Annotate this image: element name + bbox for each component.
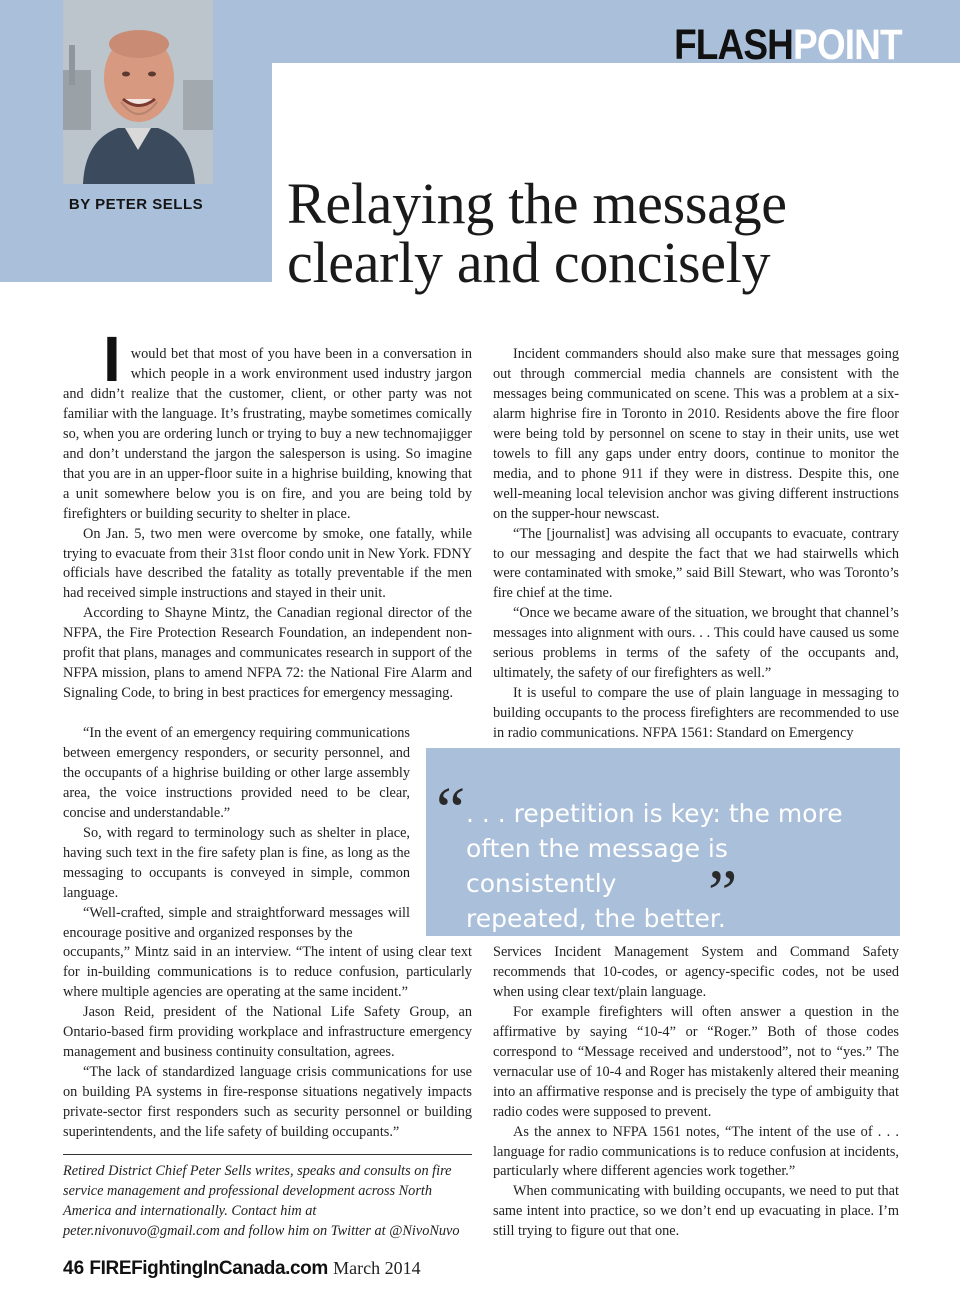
body-paragraph: On Jan. 5, two men were overcome by smoke, one fatally, while trying to evacuate from their 31st floor condo unit in New York. FDNY officials have described the fatality as totally preventable if the men had received simple instructions and stayed in their unit. bbox=[63, 525, 472, 602]
body-paragraph: Services Incident Management System and Command Safety recommends that 10-codes, or agency-specific codes, not be used when using clear text/plain language. bbox=[493, 944, 899, 1000]
body-paragraph: “The [journalist] was advising all occupants to evacuate, contrary to our messaging and despite the fact that we had stairwells which were contaminated with smoke,” said Bill Stewart, who was Toronto’s fire chief at the time. bbox=[493, 525, 899, 602]
body-paragraph: According to Shayne Mintz, the Canadian regional director of the NFPA, the Fire Protection Research Foundation, an independent non-profit that plans, manages and communicates research in support of the NFPA mission, plans to amend NFPA 72: the National Fire Alarm and Signaling Code, to bring in best practices for emergency messaging. bbox=[63, 605, 472, 702]
body-paragraph: Jason Reid, president of the National Life Safety Group, an Ontario-based firm providing workplace and infrastructure emergency management and business continuity consultation, agrees. bbox=[63, 1003, 472, 1060]
page-number: 46 bbox=[63, 1258, 85, 1279]
headline-line-2: clearly and concisely bbox=[287, 230, 771, 295]
body-paragraph: Incident commanders should also make sure that messages going out through commercial media channels are consistent with the messages being communicated on scene. This was a problem at a six-alarm highrise fire in Toronto in 2010. Residents above the fire floor were being told by personnel on scene to stay in their units, use wet towels to fill any gaps under entry doors, continue to monitor the media, and to phone 911 if they were in distress. Despite this, one well-meaning local television anchor was giving different instructions on the supper-hour newscast. bbox=[493, 346, 899, 522]
body-paragraph: Iwould bet that most of you have been in a conversation in which people in a work environment used industry jargon and didn’t realize that the customer, client, or other party was not familiar with the language. It’s frustrating, maybe sometimes comically so, when you are ordering lunch or trying to buy a new technomajigger and don’t understand the jargon the salesperson is using. So imagine that you are in an upper-floor suite in a highrise building, knowing that a unit somewhere below you is on fire, and you are being told by firefighters or building security to shelter in place. bbox=[63, 323, 472, 522]
section-label-point: POINT bbox=[793, 21, 902, 69]
headline-line-1: Relaying the message bbox=[287, 171, 787, 236]
drop-cap: I bbox=[103, 323, 121, 395]
body-paragraph: “The lack of standardized language crisis communications for use on building PA systems in fire-response situations negatively impacts private-sector first responders such as security personnel or building superintendents, and the life safety of building occupants.” bbox=[63, 1063, 472, 1140]
author-bio: Retired District Chief Peter Sells writes, speaks and consults on fire service management and professional development across North America and internationally. Contact him at peter.nivonuvo@gmail.com and follow him on Twitter at @NivoNuvo bbox=[63, 1163, 460, 1239]
issue-date: March 2014 bbox=[333, 1258, 421, 1278]
body-paragraph: occupants,” Mintz said in an interview. “The intent of using clear text for in-building communications is to reduce confusion, particularly where multiple agencies are operating at the same incident.” bbox=[63, 944, 472, 1000]
body-paragraph: “In the event of an emergency requiring communications between emergency responders, or security personnel, and the occupants of a highrise building or other large assembly area, the voice instructions provided need to be clear, concise and understandable.” bbox=[63, 725, 410, 821]
body-column-left-top bbox=[63, 323, 472, 704]
pull-quote-line: . . . repetition is key: the more bbox=[466, 799, 843, 828]
section-label bbox=[674, 20, 902, 70]
author-photo bbox=[63, 0, 213, 184]
pull-quote-line: repeated, the better. bbox=[466, 904, 726, 933]
body-paragraph: “Well-crafted, simple and straightforward messages will encourage positive and organized responses by the bbox=[63, 904, 410, 941]
body-column-left-narrow bbox=[63, 724, 410, 943]
body-column-left-bottom bbox=[63, 943, 472, 1143]
body-paragraph: For example firefighters will often answer a question in the affirmative by saying “10-4” or “Roger.” Both of those codes correspond to “Message received and understood”, not to “yes.” The vernacular use of 10-4 and Roger has mistakenly altered their meaning into an affirmative response and is precisely the type of ambiguity that radio codes were supposed to prevent. bbox=[493, 1003, 899, 1120]
body-column-right-top bbox=[493, 345, 899, 744]
body-paragraph: It is useful to compare the use of plain language in messaging to building occupants to the process firefighters are recommended to use in radio communications. NFPA 1561: Standard on Emergency bbox=[493, 685, 899, 742]
page-footer bbox=[63, 1258, 421, 1280]
close-quote-mark: ” bbox=[708, 857, 738, 930]
headline bbox=[287, 171, 787, 295]
body-column-right-bottom bbox=[493, 943, 899, 1242]
body-paragraph: As the annex to NFPA 1561 notes, “The intent of the use of . . . language for radio communications is to reduce confusion at incidents, particularly where different agencies work together.” bbox=[493, 1123, 899, 1180]
pull-quote-text bbox=[466, 796, 876, 936]
byline: BY PETER SELLS bbox=[68, 196, 204, 213]
body-paragraph: “Once we became aware of the situation, we brought that channel’s messages into alignment with ours. . . This could have caused us some serious problems in terms of the safety of the occupants and, ultimately, the safety of our firefighters as well.” bbox=[493, 605, 899, 682]
section-label-flash: FLASH bbox=[674, 21, 794, 69]
pull-quote-line: often the message is consistently bbox=[466, 834, 728, 898]
author-panel bbox=[0, 0, 272, 282]
body-paragraph: When communicating with building occupants, we need to put that same intent into practice, so we don’t end up evacuating in place. I’m still trying to figure out that one. bbox=[493, 1183, 899, 1240]
bio-divider bbox=[63, 1154, 472, 1155]
open-quote-mark: “ bbox=[436, 774, 466, 847]
pull-quote bbox=[426, 748, 900, 936]
magazine-website: FIREFightingInCanada.com bbox=[89, 1258, 328, 1279]
body-paragraph: So, with regard to terminology such as shelter in place, having such text in the fire safety plan is fine, as long as the messaging to occupants is conveyed in simple, common language. bbox=[63, 824, 410, 901]
